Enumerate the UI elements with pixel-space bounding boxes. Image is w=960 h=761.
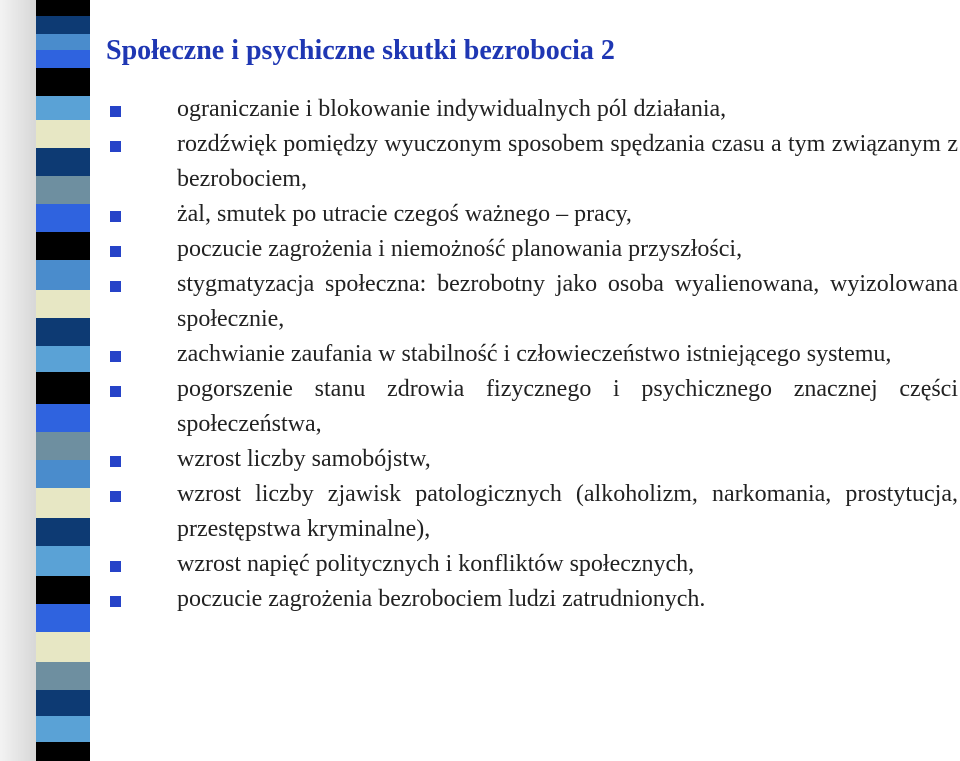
stripe-segment xyxy=(36,0,90,16)
bullet-item xyxy=(110,442,958,477)
stripe-segment xyxy=(36,460,90,488)
stripe-segment xyxy=(36,346,90,372)
bullet-item xyxy=(110,127,958,197)
bullet-text: wzrost napięć politycznych i konfliktów społecznych, xyxy=(177,551,695,577)
square-bullet-icon xyxy=(110,141,121,152)
stripe-segment xyxy=(36,716,90,742)
stripe-segment xyxy=(36,290,90,318)
square-bullet-icon xyxy=(110,281,121,292)
stripe-segment xyxy=(36,404,90,432)
stripe-segment xyxy=(36,96,90,120)
stripe-segment xyxy=(36,120,90,148)
stripe-segment xyxy=(36,576,90,604)
stripe-segment xyxy=(36,148,90,176)
bullet-item xyxy=(110,197,958,232)
stripe-segment xyxy=(36,742,90,761)
bullet-item xyxy=(110,372,958,442)
stripe-segment xyxy=(36,432,90,460)
stripe-segment xyxy=(36,176,90,204)
bullet-text: żal, smutek po utracie czegoś ważnego – pracy, xyxy=(177,201,632,227)
bullet-item xyxy=(110,547,958,582)
bullet-text: wzrost liczby samobójstw, xyxy=(177,446,431,472)
stripe-segment xyxy=(36,632,90,662)
bullet-item xyxy=(110,477,958,547)
square-bullet-icon xyxy=(110,106,121,117)
stripe-segment xyxy=(36,34,90,50)
square-bullet-icon xyxy=(110,491,121,502)
stripe-segment xyxy=(36,662,90,690)
left-shadow-band xyxy=(0,0,36,761)
bullet-text: poczucie zagrożenia i niemożność planowania przyszłości, xyxy=(177,236,743,262)
bullet-item xyxy=(110,92,958,127)
square-bullet-icon xyxy=(110,386,121,397)
stripe-segment xyxy=(36,604,90,632)
bullet-text: stygmatyzacja społeczna: bezrobotny jako osoba wyalienowana, wyizolowana społecznie, xyxy=(177,271,958,332)
stripe-segment xyxy=(36,372,90,404)
stripe-segment xyxy=(36,690,90,716)
stripe-segment xyxy=(36,260,90,290)
square-bullet-icon xyxy=(110,561,121,572)
bullet-text: pogorszenie stanu zdrowia fizycznego i psychicznego znacznej części społeczeństwa, xyxy=(177,376,958,437)
square-bullet-icon xyxy=(110,596,121,607)
slide-title: Społeczne i psychiczne skutki bezrobocia 2 xyxy=(106,35,615,66)
decorative-stripe xyxy=(36,0,90,761)
stripe-segment xyxy=(36,50,90,68)
bullet-item xyxy=(110,337,958,372)
bullet-text: rozdźwięk pomiędzy wyuczonym sposobem spędzania czasu a tym związanym z bezrobociem, xyxy=(177,131,958,192)
stripe-segment xyxy=(36,488,90,518)
bullet-item xyxy=(110,582,958,617)
stripe-segment xyxy=(36,16,90,34)
stripe-segment xyxy=(36,232,90,260)
bullet-text: poczucie zagrożenia bezrobociem ludzi zatrudnionych. xyxy=(177,586,706,612)
bullet-text: ograniczanie i blokowanie indywidualnych pól działania, xyxy=(177,96,727,122)
stripe-segment xyxy=(36,204,90,232)
bullet-item xyxy=(110,232,958,267)
stripe-segment xyxy=(36,518,90,546)
bullet-item xyxy=(110,267,958,337)
bullet-text: wzrost liczby zjawisk patologicznych (alkoholizm, narkomania, prostytucja, przestępstwa kryminalne), xyxy=(177,481,958,542)
square-bullet-icon xyxy=(110,351,121,362)
stripe-segment xyxy=(36,546,90,576)
square-bullet-icon xyxy=(110,246,121,257)
bullet-list xyxy=(110,92,958,617)
square-bullet-icon xyxy=(110,211,121,222)
bullet-text: zachwianie zaufania w stabilność i człowieczeństwo istniejącego systemu, xyxy=(177,341,892,367)
square-bullet-icon xyxy=(110,456,121,467)
stripe-segment xyxy=(36,68,90,96)
stripe-segment xyxy=(36,318,90,346)
